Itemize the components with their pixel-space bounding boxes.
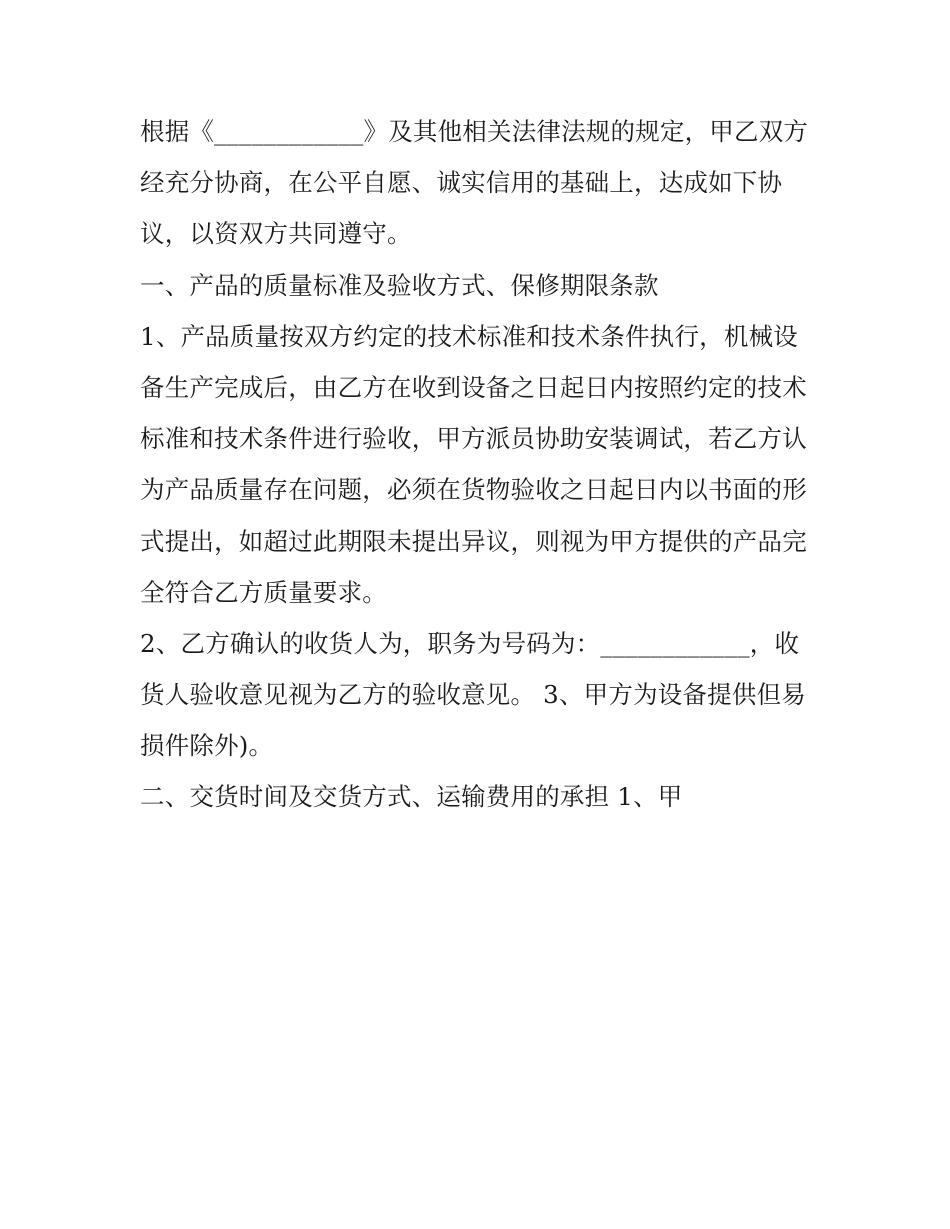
- section-heading: 二、交货时间及交货方式、运输费用的承担 1、甲: [140, 782, 683, 812]
- text-line: 1、产品质量按双方约定的技术标准和技术条件执行，机械设: [140, 321, 798, 351]
- text-line: 货人验收意见视为乙方的验收意见。 3、甲方为设备提供但易: [140, 680, 806, 710]
- text-line: 2、乙方确认的收货人为，职务为号码为：____________，收: [140, 628, 800, 658]
- text-line: 根据《____________》及其他相关法律法规的规定，甲乙双方: [140, 117, 809, 146]
- text-line: 备生产完成后，由乙方在收到设备之日起日内按照约定的技术: [140, 372, 807, 402]
- text-line: 议，以资双方共同遵守。: [140, 219, 412, 249]
- text-line: 经充分协商，在公平自愿、诚实信用的基础上，达成如下协: [140, 168, 783, 198]
- text-line: 标准和技术条件进行验收，甲方派员协助安装调试，若乙方认: [140, 424, 807, 454]
- text-line: 为产品质量存在问题，必须在货物验收之日起日内以书面的形: [140, 475, 807, 505]
- text-line: 全符合乙方质量要求。: [140, 577, 387, 607]
- section-heading: 一、产品的质量标准及验收方式、保修期限条款: [140, 270, 659, 300]
- text-line: 式提出，如超过此期限未提出异议，则视为甲方提供的产品完: [140, 526, 807, 556]
- document-body: [140, 106, 820, 823]
- text-line: 损件除外)。: [140, 731, 274, 761]
